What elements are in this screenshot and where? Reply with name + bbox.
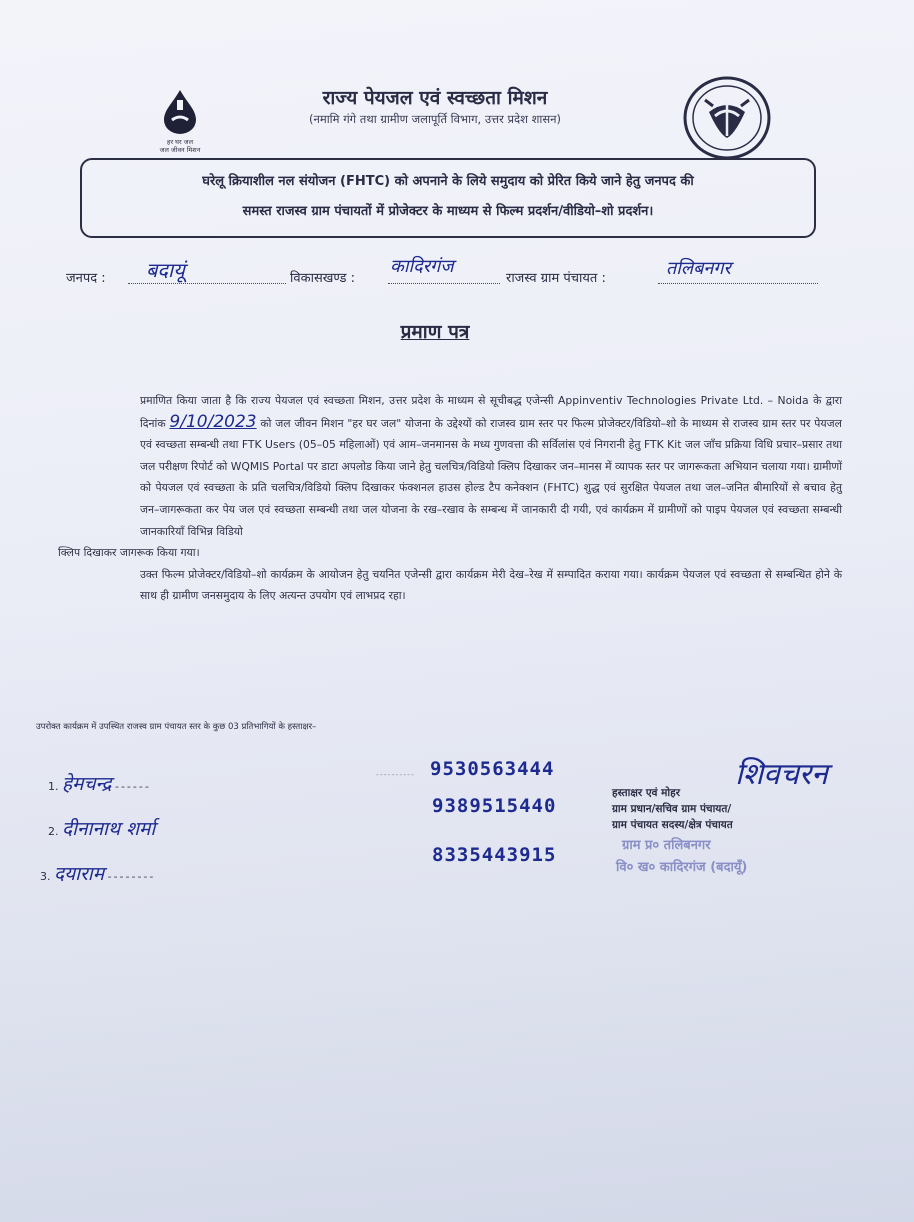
- participant-name: हेमचन्द्र: [62, 773, 112, 795]
- uttar-pradesh-seal-icon: [683, 76, 771, 160]
- participant-phone-1: 9530563444: [430, 758, 555, 780]
- document-title: प्रमाण पत्र: [400, 321, 470, 343]
- para1-part-c: क्लिप दिखाकर जागरूक किया गया।: [58, 546, 200, 560]
- participant-row-3: [40, 860, 155, 886]
- location-fields: [66, 256, 826, 290]
- participant-name: दीनानाथ शर्मा: [62, 818, 156, 840]
- panchayat-label: राजस्व ग्राम पंचायत :: [506, 271, 606, 286]
- block-line: [388, 282, 500, 284]
- attestation-line-2: ग्राम प्रधान/सचिव ग्राम पंचायत/: [612, 803, 732, 815]
- participant-row-2: [48, 815, 155, 841]
- para2: उक्त फिल्म प्रोजेक्टर/विडियो–शो कार्यक्रम के आयोजन हेतु चयनित एजेन्सी द्वारा कार्यक्रम मेरी देख–रेख में सम्पादित कराया गया। कार्यक्रम पेयजल एवं स्वच्छता से सम्बन्धित होने के साथ ही ग्रामीण जनसमुदाय के लिए अत्यन्त उपयोग एवं लाभप्रद रहा।: [140, 567, 842, 603]
- logo-tagline: हर घर जल जल जीवन मिशन: [159, 138, 201, 154]
- para1-part-b: को जल जीवन मिशन "हर घर जल" योजना के उद्देश्यों को राजस्व ग्राम स्तर पर फिल्म प्रोजेक्टर/विडियो–शो के माध्यम से राजस्व ग्राम स्तर पर पेयजल एवं स्वच्छता सम्बन्धी तथा FTK Users (05–05 महिलाओं) एवं आम–जनमानस के मध्य गुणवत्ता की सर्विलांस एवं निगरानी हेतु FTK Kit जल जाँच प्रक्रिया विधि प्रचार–प्रसार तथा जल परीक्षण रिपोर्ट को WQMIS Portal पर डाटा अपलोड किया जाने हेतु चलचित्र/विडियो क्लिप दिखाकर जन–मानस में व्यापक स्तर पर जागरूकता अभियान चलाया गया। ग्रामीणों को पेयजल एवं स्वच्छता के प्रति चलचित्र/विडियो क्लिप दिखाकर फंक्शनल हाउस होल्ड टैप कनेक्शन (FHTC) शुद्ध एवं सुरक्षित पेयजल तथा जल–जनित बीमारियों से बचाव हेतु जन–जागरूकता कर पेय जल एवं स्वच्छता सम्बन्धी तथा जल योजना के रख–रखाव के सम्बन्ध में जानकारी दी गयी, एवं कार्यक्रम में ग्रामीणों को पाइप पेयजल एवं स्वच्छता सम्बन्धी जानकारियाँ विभिन्न विडियो: [140, 416, 842, 538]
- block-value: कादिरगंज: [390, 256, 454, 277]
- para1-part-a: प्रमाणित किया जाता है कि राज्य पेयजल एवं स्वच्छता मिशन, उत्तर प्रदेश के माध्यम से सूचीबद्ध एजेन्सी Appinventiv Technologies Private Ltd. – Noida के द्वारा दिनांक: [140, 394, 842, 430]
- program-date: 9/10/2023: [169, 411, 257, 432]
- program-banner: [80, 158, 816, 238]
- banner-line-1: घरेलू क्रियाशील नल संयोजन (FHTC) को अपनाने के लिये समुदाय को प्रेरित किये जाने हेतु जनपद की: [202, 174, 694, 189]
- stamp-line-2: वि० ख० कादिरगंज (बदायूँ): [616, 860, 748, 875]
- attestation-line-1: हस्ताक्षर एवं मोहर: [612, 787, 681, 799]
- certificate-body: [58, 390, 842, 607]
- district-value: बदायूं: [146, 258, 185, 282]
- attestation-line-3: ग्राम पंचायत सदस्य/क्षेत्र पंचायत: [612, 819, 733, 831]
- participant-number: 1.: [48, 780, 59, 793]
- participants-intro: उपरोक्त कार्यक्रम में उपस्थित राजस्व ग्राम पंचायत स्तर के कुछ 03 प्रतिभागियों के हस्ताक्षर–: [36, 722, 317, 732]
- panchayat-stamp: [598, 835, 798, 879]
- stamp-line-1: ग्राम प्र० तलिबनगर: [622, 838, 711, 853]
- department-subtitle: (नमामि गंगे तथा ग्रामीण जलापूर्ति विभाग, उत्तर प्रदेश शासन): [308, 112, 562, 126]
- panchayat-line: [658, 282, 818, 284]
- dotted-leader: ------: [114, 780, 151, 793]
- participant-name: दयाराम: [54, 863, 105, 885]
- panchayat-value: तलिबनगर: [666, 258, 731, 279]
- participant-number: 3.: [40, 870, 51, 883]
- participant-number: 2.: [48, 825, 59, 838]
- dotted-leader: --------: [107, 870, 156, 883]
- district-label: जनपद :: [66, 271, 106, 286]
- phone-leader: ----------: [376, 770, 415, 779]
- pradhan-signature: शिवचरन: [735, 757, 828, 792]
- participant-phone-3: 8335443915: [432, 844, 557, 866]
- participant-row-1: [48, 770, 151, 796]
- mission-title: राज्य पेयजल एवं स्वच्छता मिशन: [322, 87, 548, 109]
- banner-line-2: समस्त राजस्व ग्राम पंचायतों में प्रोजेक्टर के माध्यम से फिल्म प्रदर्शन/वीडियो–शो प्रदर्शन।: [242, 204, 654, 219]
- participant-phone-2: 9389515440: [432, 795, 557, 817]
- block-label: विकासखण्ड :: [290, 271, 356, 286]
